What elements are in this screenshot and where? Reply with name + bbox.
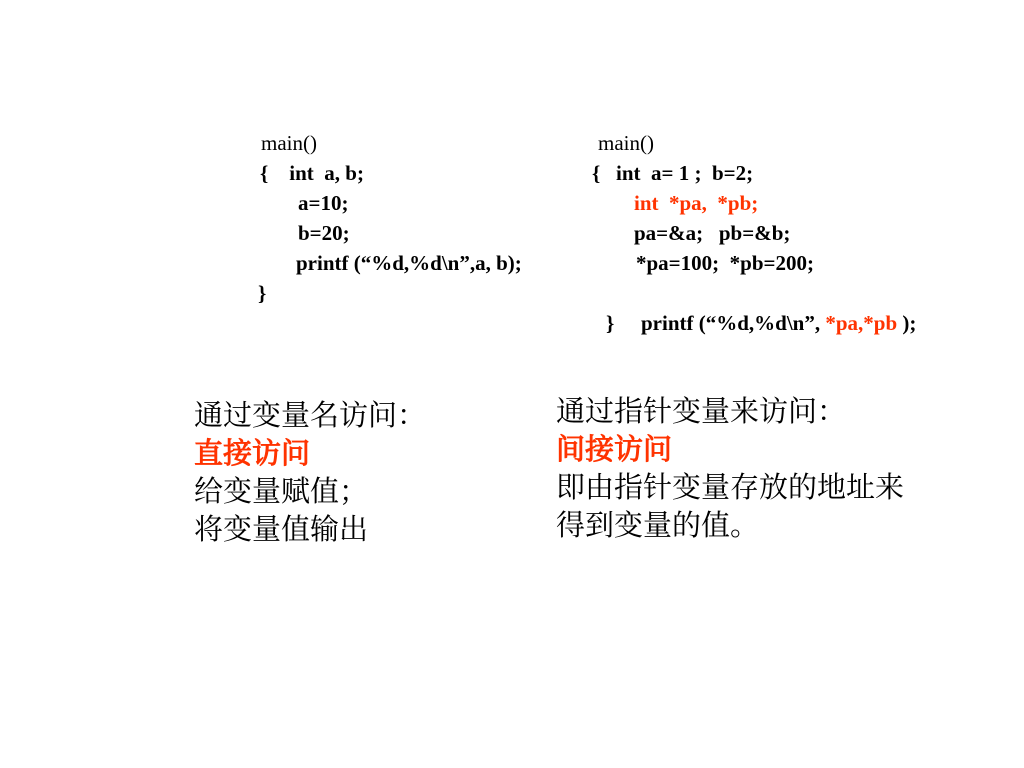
explanation-direct bbox=[194, 396, 524, 566]
code-line: b=20; bbox=[298, 221, 350, 245]
explanation-keyword: 间接访问 bbox=[556, 432, 673, 466]
explanation-line: 得到变量的值。 bbox=[556, 508, 760, 542]
code-line bbox=[620, 278, 917, 335]
explanation-keyword: 直接访问 bbox=[194, 436, 311, 470]
code-line: main() bbox=[261, 131, 317, 155]
code-line: } bbox=[606, 311, 615, 335]
code-line: printf (“%d,%d\n”,a, b); bbox=[296, 251, 522, 275]
code-line: } bbox=[258, 281, 267, 305]
code-block-direct bbox=[258, 128, 588, 318]
explanation-indirect bbox=[556, 392, 1016, 562]
code-block-pointer bbox=[592, 128, 1012, 348]
code-line: { int a= 1 ; b=2; bbox=[592, 161, 754, 185]
code-line: { int a, b; bbox=[260, 161, 364, 185]
explanation-line: 通过指针变量来访问： bbox=[556, 394, 847, 428]
explanation-line: 通过变量名访问： bbox=[194, 398, 427, 432]
code-line: int *pa, *pb; bbox=[634, 191, 759, 215]
code-line: *pa=100; *pb=200; bbox=[636, 251, 814, 275]
code-text: printf (“%d,%d\n”, bbox=[641, 311, 826, 335]
code-line: pa=&a; pb=&b; bbox=[634, 221, 791, 245]
code-highlight: *pa,*pb bbox=[825, 311, 898, 335]
explanation-line: 即由指针变量存放的地址来 bbox=[556, 470, 905, 504]
code-line: main() bbox=[598, 131, 654, 155]
code-text: ); bbox=[897, 311, 917, 335]
explanation-line: 给变量赋值； bbox=[194, 474, 369, 508]
explanation-line: 将变量值输出 bbox=[194, 512, 369, 546]
code-line: a=10; bbox=[298, 191, 349, 215]
